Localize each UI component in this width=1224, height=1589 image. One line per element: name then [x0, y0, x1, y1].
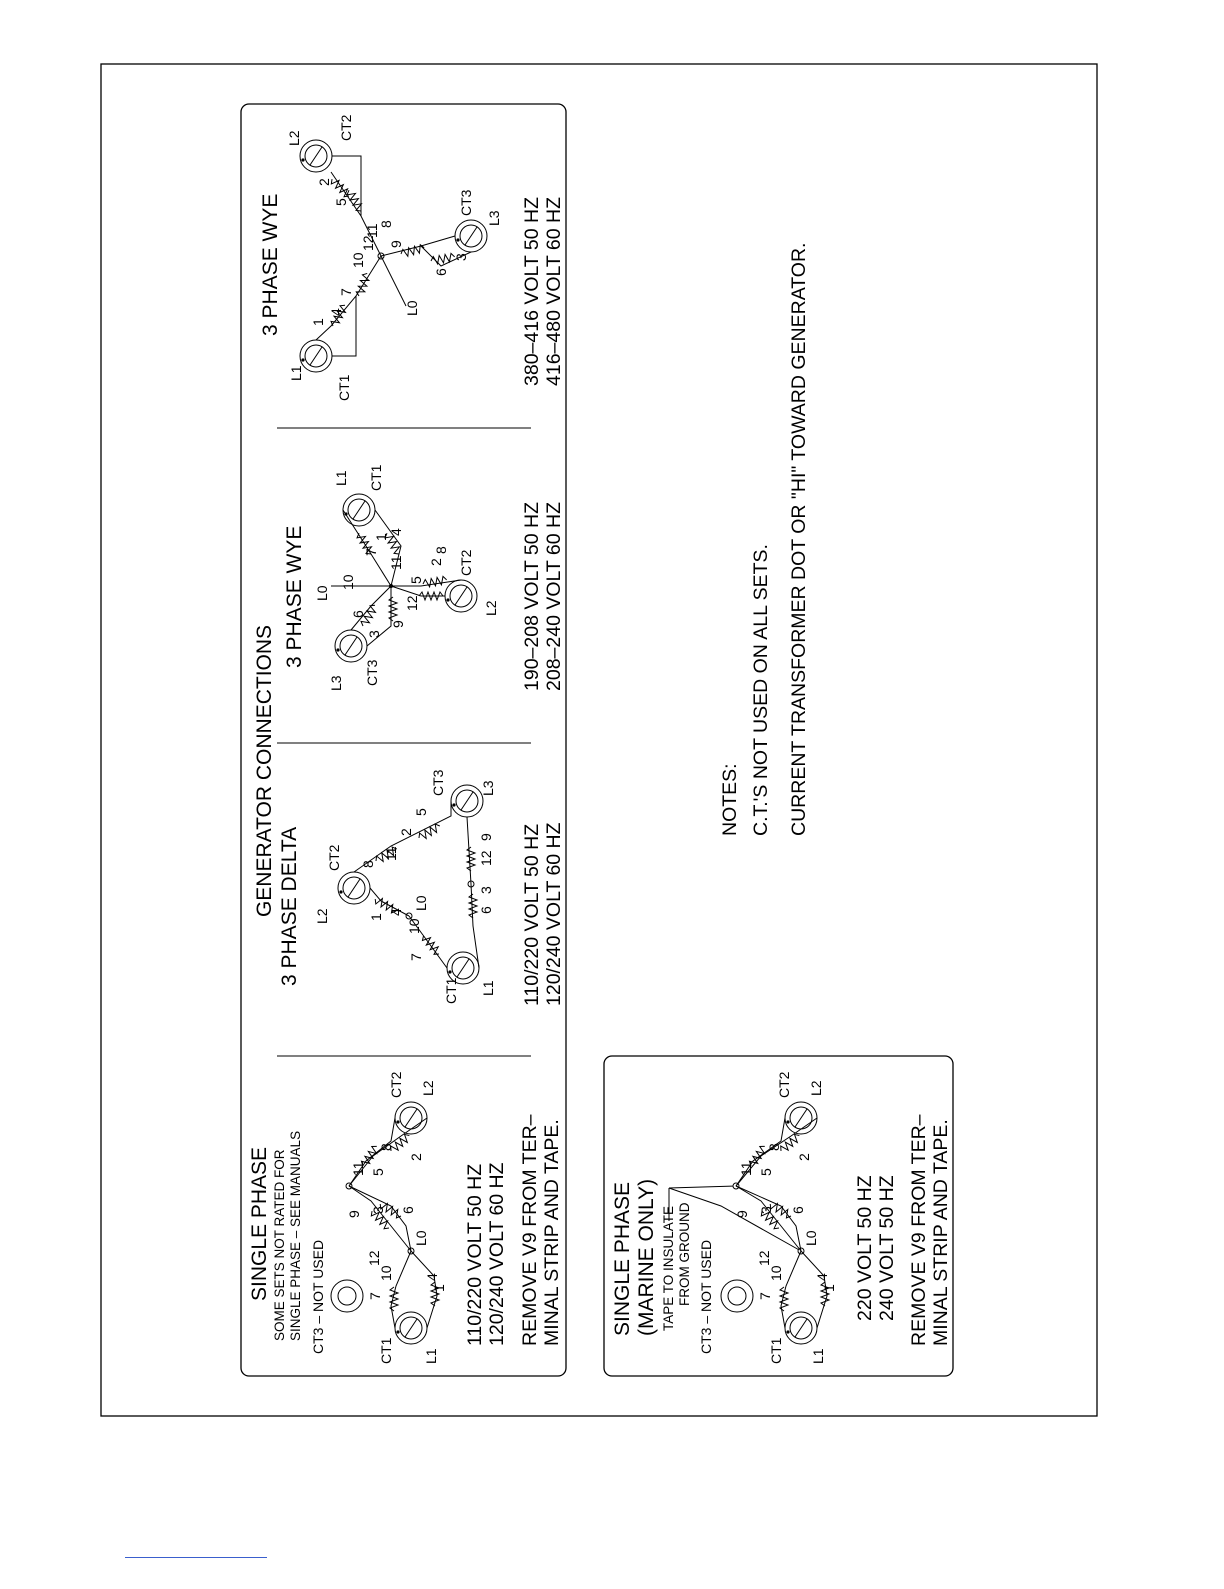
delta-ct3-label: CT3 [430, 769, 446, 796]
svg-text:L0: L0 [314, 585, 330, 601]
svg-text:4: 4 [424, 1273, 440, 1281]
wyehigh-ct3-icon [455, 220, 487, 252]
delta-ct3-icon [451, 785, 483, 817]
wye-high-title: 3 PHASE WYE [259, 193, 282, 336]
rotated-content [241, 104, 953, 1376]
sp-voltage-2: 120/240 VOLT 60 HZ [486, 1162, 508, 1346]
svg-text:11: 11 [364, 223, 380, 238]
wye-low-panel [283, 464, 565, 691]
marine-ct1-label: CT1 [768, 1337, 784, 1364]
delta-ct1-label: CT1 [443, 977, 459, 1004]
svg-text:4: 4 [388, 908, 404, 916]
notes-heading: NOTES: [719, 763, 741, 836]
svg-text:9: 9 [346, 1210, 362, 1218]
wyelow-ct1-icon [343, 494, 375, 526]
svg-text:12: 12 [360, 235, 376, 251]
svg-text:2: 2 [398, 828, 414, 836]
marine-title-2: (MARINE ONLY) [635, 1178, 658, 1336]
wye-low-voltage-1: 190–208 VOLT 50 HZ [521, 502, 543, 691]
svg-text:L0: L0 [803, 1230, 819, 1246]
svg-text:8: 8 [378, 1143, 394, 1151]
sp-ct2-label: CT2 [388, 1071, 404, 1098]
wyehigh-l3-label: L3 [486, 210, 502, 226]
svg-text:3: 3 [370, 1206, 386, 1214]
svg-text:2: 2 [408, 1153, 424, 1161]
wyehigh-ct3-label: CT3 [458, 189, 474, 216]
notes-block [719, 243, 810, 836]
svg-text:3: 3 [453, 253, 469, 261]
wye-high-voltage-1: 380–416 VOLT 50 HZ [521, 197, 543, 386]
svg-text:7: 7 [367, 1292, 383, 1300]
svg-text:1: 1 [368, 913, 384, 921]
wyelow-ct3-label: CT3 [364, 659, 380, 686]
svg-text:3: 3 [478, 886, 494, 894]
svg-text:7: 7 [408, 953, 424, 961]
svg-text:6: 6 [790, 1206, 806, 1214]
svg-text:4: 4 [328, 308, 344, 316]
sp-remove-1: REMOVE V9 FROM TER– [519, 1114, 541, 1346]
svg-text:10: 10 [378, 1265, 394, 1281]
svg-text:7: 7 [338, 288, 354, 296]
svg-text:6: 6 [350, 610, 366, 618]
sp-ct1-icon [395, 1312, 427, 1344]
svg-text:L0: L0 [413, 1230, 429, 1246]
sp-title: SINGLE PHASE [248, 1146, 271, 1301]
svg-text:1: 1 [431, 1284, 447, 1292]
svg-text:2: 2 [796, 1153, 812, 1161]
marine-l2-label: L2 [808, 1080, 824, 1096]
delta-panel [278, 769, 565, 1006]
svg-text:1: 1 [310, 318, 326, 326]
delta-ct2-label: CT2 [326, 844, 342, 871]
svg-text:6: 6 [400, 1206, 416, 1214]
svg-text:3: 3 [758, 1206, 774, 1214]
svg-text:4: 4 [388, 528, 404, 536]
marine-ct2-label: CT2 [776, 1071, 792, 1098]
svg-text:9: 9 [390, 620, 406, 628]
svg-text:9: 9 [734, 1210, 750, 1218]
svg-text:5: 5 [333, 198, 349, 206]
sp-ct3-icon [331, 1280, 363, 1312]
delta-ct2-icon [338, 872, 370, 904]
marine-voltage-2: 240 VOLT 50 HZ [876, 1175, 898, 1321]
svg-text:11: 11 [388, 555, 404, 570]
wye-low-voltage-2: 208–240 VOLT 60 HZ [543, 502, 565, 691]
wyelow-ct3-icon [335, 630, 367, 662]
svg-text:5: 5 [413, 808, 429, 816]
svg-text:10: 10 [350, 252, 366, 268]
wyehigh-l2-label: L2 [286, 130, 302, 146]
svg-text:12: 12 [756, 1250, 772, 1266]
svg-text:12: 12 [404, 595, 420, 611]
delta-l3-label: L3 [480, 780, 496, 796]
marine-voltage-1: 220 VOLT 50 HZ [854, 1175, 876, 1321]
svg-text:10: 10 [340, 574, 356, 590]
marine-tape-1: TAPE TO INSULATE [661, 1205, 676, 1331]
svg-text:12: 12 [478, 850, 494, 866]
footer-link-underline [125, 1557, 267, 1558]
svg-text:2: 2 [316, 178, 332, 186]
sp-voltage-1: 110/220 VOLT 50 HZ [464, 1163, 486, 1346]
wyehigh-ct2-icon [300, 140, 332, 172]
wyehigh-l1-label: L1 [288, 365, 304, 381]
marine-panel-content [611, 1071, 952, 1364]
marine-title-1: SINGLE PHASE [611, 1181, 634, 1336]
delta-title: 3 PHASE DELTA [278, 826, 301, 986]
delta-l1-label: L1 [480, 980, 496, 996]
svg-text:6: 6 [433, 268, 449, 276]
marine-remove-2: MINAL STRIP AND TAPE. [930, 1119, 952, 1346]
marine-remove-1: REMOVE V9 FROM TER– [908, 1114, 930, 1346]
wyehigh-ct2-label: CT2 [338, 114, 354, 141]
wyehigh-ct1-label: CT1 [336, 374, 352, 401]
wyelow-l2-label: L2 [483, 600, 499, 616]
sp-remove-2: MINAL STRIP AND TAPE. [541, 1119, 563, 1346]
sp-l1-label: L1 [423, 1348, 439, 1364]
sp-l2-label: L2 [420, 1080, 436, 1096]
svg-text:5: 5 [408, 576, 424, 584]
svg-text:8: 8 [766, 1143, 782, 1151]
svg-text:5: 5 [370, 1168, 386, 1176]
svg-text:7: 7 [363, 548, 379, 556]
marine-ct3-label: CT3 – NOT USED [698, 1239, 714, 1354]
svg-text:10: 10 [768, 1265, 784, 1281]
wyelow-l1-label: L1 [333, 470, 349, 486]
marine-ct3-icon [721, 1280, 753, 1312]
sp-note-1: SOME SETS NOT RATED FOR [272, 1149, 287, 1341]
wye-high-voltage-2: 416–480 VOLT 60 HZ [543, 197, 565, 386]
svg-text:10: 10 [406, 918, 422, 934]
sp-ct3-label: CT3 – NOT USED [310, 1239, 326, 1354]
svg-text:2: 2 [428, 558, 444, 566]
wye-low-title: 3 PHASE WYE [283, 525, 306, 668]
wyelow-ct1-label: CT1 [368, 464, 384, 491]
svg-text:9: 9 [478, 833, 494, 841]
svg-text:5: 5 [758, 1168, 774, 1176]
svg-text:11: 11 [350, 1161, 366, 1176]
svg-text:11: 11 [738, 1161, 754, 1176]
svg-text:8: 8 [433, 546, 449, 554]
svg-text:8: 8 [378, 220, 394, 228]
svg-text:6: 6 [478, 906, 494, 914]
delta-l2-label: L2 [314, 908, 330, 924]
sp-ct1-label: CT1 [378, 1337, 394, 1364]
main-title: GENERATOR CONNECTIONS [253, 624, 276, 918]
svg-text:1: 1 [821, 1284, 837, 1292]
notes-line-2: CURRENT TRANSFORMER DOT OR "HI" TOWARD GENERATOR. [788, 242, 810, 836]
wyelow-ct2-icon [445, 580, 477, 612]
wyehigh-ct1-icon [300, 340, 332, 372]
delta-voltage-2: 120/240 VOLT 60 HZ [543, 822, 565, 1006]
svg-text:1: 1 [373, 533, 389, 541]
svg-text:3: 3 [366, 630, 382, 638]
svg-text:L0: L0 [413, 895, 429, 911]
marine-ct1-icon [785, 1312, 817, 1344]
svg-text:8: 8 [360, 860, 376, 868]
svg-text:11: 11 [383, 846, 399, 861]
wyelow-ct2-label: CT2 [458, 549, 474, 576]
svg-text:12: 12 [366, 1250, 382, 1266]
single-phase-panel [248, 1071, 563, 1364]
wyelow-l3-label: L3 [328, 675, 344, 691]
svg-text:7: 7 [757, 1292, 773, 1300]
marine-l1-label: L1 [810, 1348, 826, 1364]
marine-tape-2: FROM GROUND [677, 1202, 692, 1306]
svg-text:L0: L0 [404, 300, 420, 316]
svg-text:4: 4 [814, 1273, 830, 1281]
delta-voltage-1: 110/220 VOLT 50 HZ [521, 823, 543, 1006]
sp-note-2: SINGLE PHASE – SEE MANUALS [288, 1130, 303, 1341]
svg-text:9: 9 [388, 240, 404, 248]
wye-high-panel [259, 114, 565, 401]
notes-line-1: C.T.'S NOT USED ON ALL SETS. [750, 544, 772, 836]
